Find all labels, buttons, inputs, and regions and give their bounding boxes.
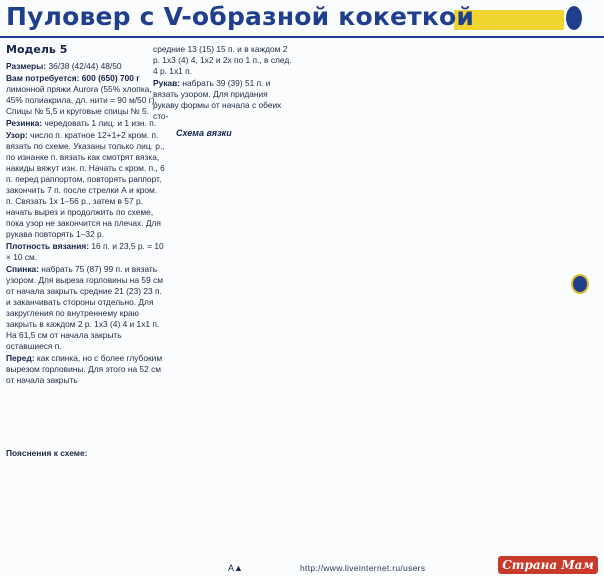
arrow-a-label: A▲ <box>228 563 243 573</box>
chart-title: Схема вязки <box>176 128 232 138</box>
footer-url[interactable]: http://www.liveinternet.ru/users <box>300 563 426 573</box>
paragraph <box>6 130 166 240</box>
arrow-a-text: A <box>228 563 235 573</box>
paragraph-label: Узор: <box>6 130 28 140</box>
header-dot-icon <box>566 6 582 30</box>
brand-logo: Страна Мам <box>498 556 598 574</box>
side-marker-icon <box>571 274 589 294</box>
left-column <box>6 44 166 387</box>
page-title: Пуловер с V-образной кокеткой <box>6 2 475 31</box>
paragraph <box>6 118 166 129</box>
paragraph <box>153 44 293 77</box>
paragraph-text: средние 13 (15) 15 п. и в каждом 2 р. 1х3 (4) 4, 1х2 и 2х по 1 п., в след. 4 р. 1х1 п. <box>153 44 292 76</box>
paragraph <box>6 264 166 352</box>
middle-column <box>153 44 293 123</box>
paragraph-label: Резинка: <box>6 118 43 128</box>
paragraph-label: Перед: <box>6 353 35 363</box>
paragraph-label: Спинка: <box>6 264 39 274</box>
paragraph-label: Плотность вязания: <box>6 241 90 251</box>
legend <box>6 448 166 461</box>
header-rule <box>0 36 604 38</box>
paragraph <box>153 78 293 122</box>
paragraph-text: 36/38 (42/44) 48/50 <box>48 61 122 71</box>
paragraph-text: 16 п. и 23,5 р. = 10 × 10 см. <box>6 241 164 262</box>
paragraph-text: как спинка, но с более глубоким вырезом горловины. Для этого на 52 см от начала закрыть <box>6 353 163 385</box>
paragraph-label: Размеры: <box>6 61 47 71</box>
paragraph-text: число п. кратное 12+1+2 кром. п. вязать по схеме. Указаны только лиц. р., по изнанке п. вязать как смотрят вязка, накиды вяжут изн. п. Начать с кром. п., 6 п. перед раппортом, повторять раппорт, закончить 7 п. после стрелки А и кром. п. Связать 1х 1–56 р., затем в 57 р. начать вырез и продолжить по схеме, пока узор не закончится на плечах. Для рукава повторять 1–32 р. <box>6 130 165 239</box>
paragraph <box>6 241 166 263</box>
legend-title: Пояснения к схеме: <box>6 448 88 458</box>
knitting-chart <box>175 139 581 555</box>
paragraph-text: набрать 75 (87) 99 п. и вязать узором. Для выреза горловины на 59 см от начала закрыть средние 21 (23) 23 п. и заканчивать стороны отдельно. Для закругления по внутреннему краю закрыть в каждом 2 р. 1х3 (4) 4 и 1х1 п. На 61,5 см от начала закрыть оставшиеся п. <box>6 264 163 351</box>
paragraph-label: Вам потребуется: 600 (650) 700 г <box>6 73 140 83</box>
left-paragraphs <box>6 61 166 386</box>
paragraph <box>6 61 166 72</box>
paragraph-text: лимонной пряжи Aurora (55% хлопка, 45% полиакрила, дл. нити = 90 м/50 г). Спицы № 5,5 и круговые спицы № 5. <box>6 84 157 116</box>
paragraph-label: Рукав: <box>153 78 181 88</box>
paragraph <box>6 73 166 117</box>
model-label: Модель 5 <box>6 43 68 56</box>
middle-paragraphs <box>153 44 293 122</box>
paragraph-text: чередовать 1 лиц. и 1 изн. п. <box>44 118 157 128</box>
paragraph-text: набрать 39 (39) 51 п. и вязать узором. Для придания рукаву формы от начала с обеих сто- <box>153 78 282 121</box>
paragraph <box>6 353 166 386</box>
